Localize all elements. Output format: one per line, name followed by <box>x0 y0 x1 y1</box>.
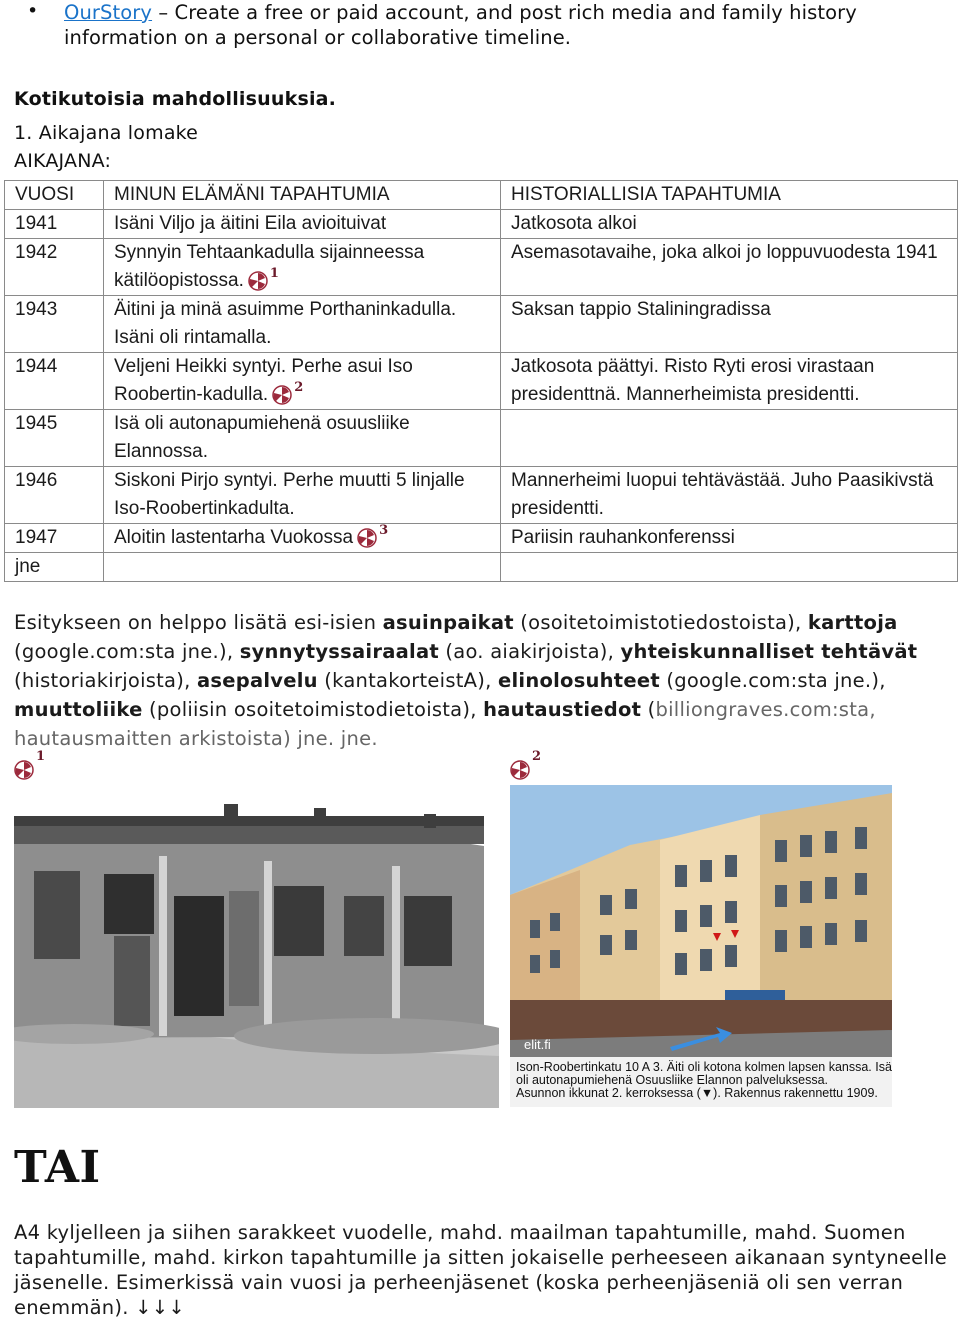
paragraph-text: (kantakorteistA), <box>317 669 498 692</box>
caption-line: Ison-Roobertinkatu 10 A 3. Äiti oli kotona kolmen lapsen kanssa. Isä <box>516 1060 892 1074</box>
table-row <box>5 524 958 553</box>
life-event-cell: Isäni Viljo ja äitini Eila avioituivat <box>104 210 501 239</box>
section-heading: Kotikutoisia mahdollisuuksia. <box>14 88 337 110</box>
info-paragraph <box>14 608 944 753</box>
bullet-description: – Create a free or paid account, and post rich media and family history information on a personal or collaborative timeline. <box>64 1 857 49</box>
history-event-cell: Saksan tappio Staliningradissa <box>501 296 958 353</box>
table-row <box>5 296 958 353</box>
column-header-history: HISTORIALLISIA TAPAHTUMIA <box>501 181 958 210</box>
year-cell: jne <box>5 553 104 582</box>
table-row <box>5 467 958 524</box>
a4-paragraph: A4 kyljelleen ja siihen sarakkeet vuodelle, mahd. maailman tapahtumille, mahd. Suomen tapahtumille, mahd. kirkon tapahtumille ja sitten jokaiselle perheeseen aikanaan syntyneelle jäsenelle. Esimerkissä vain vuosi ja perheenjäsenet (koska perheenjäseniä oli sen verran enemmän). ↓↓↓ <box>14 1221 948 1319</box>
life-event-cell <box>104 353 501 410</box>
year-cell: 1945 <box>5 410 104 467</box>
life-event-cell: Siskoni Pirjo syntyi. Perhe muutti 5 linjalle Iso-Roobertinkadulta. <box>104 467 501 524</box>
footnote-link-icon[interactable] <box>244 266 279 289</box>
ourstory-link[interactable]: OurStory <box>64 1 153 24</box>
life-event-cell: Äitini ja minä asuimme Porthaninkadulla. Isäni oli rintamalla. <box>104 296 501 353</box>
year-cell: 1943 <box>5 296 104 353</box>
footnote-number: 1 <box>269 266 279 281</box>
life-event-cell <box>104 524 501 553</box>
footnote-number: 3 <box>379 523 389 538</box>
paragraph-text: (historiakirjoista), <box>14 669 198 692</box>
life-event-text: Synnyin Tehtaankadulla sijainneessa kätilöopistossa. <box>114 242 425 291</box>
paragraph-bold: asuinpaikat <box>382 611 514 634</box>
table-row <box>5 210 958 239</box>
paragraph-bold: asepalvelu <box>197 669 318 692</box>
caption-line: oli autonapumiehenä Osuusliike Elannon palveluksessa. <box>516 1073 829 1087</box>
table-row <box>5 353 958 410</box>
photo-watermark: elit.fi <box>524 1037 551 1052</box>
timeline-table <box>4 180 958 582</box>
image-label-number: 2 <box>532 749 542 764</box>
paragraph-text: (poliisin osoitetoimistodietoista), <box>142 698 484 721</box>
history-event-cell <box>501 410 958 467</box>
table-row <box>5 239 958 296</box>
year-cell: 1947 <box>5 524 104 553</box>
column-header-year: VUOSI <box>5 181 104 210</box>
paragraph-bold: elinolosuhteet <box>497 669 660 692</box>
tai-heading: TAI <box>14 1142 101 1193</box>
history-event-cell: Mannerheimi luopui tehtävästää. Juho Paasikivstä presidentti. <box>501 467 958 524</box>
photo-caption <box>510 1057 892 1107</box>
bullet-dot: • <box>27 0 39 22</box>
form-title: 1. Aikajana lomake <box>14 122 199 144</box>
paragraph-text: (osoitetoimistotiedostoista), <box>513 611 808 634</box>
year-cell: 1941 <box>5 210 104 239</box>
footnote-number: 2 <box>294 380 304 395</box>
life-event-cell: Isä oli autonapumiehenä osuusliike Elannossa. <box>104 410 501 467</box>
table-row <box>5 553 958 582</box>
caption-line: Asunnon ikkunat 2. kerroksessa (▼). Rakennus rakennettu 1909. <box>516 1086 878 1100</box>
bullet-text <box>64 0 944 50</box>
life-event-text: Aloitin lastentarha Vuokossa <box>114 527 354 548</box>
column-header-life: MINUN ELÄMÄNI TAPAHTUMIA <box>104 181 501 210</box>
paragraph-bold: synnytyssairaalat <box>239 640 439 663</box>
photo-old-hospital-building <box>14 786 499 1108</box>
footnote-link-icon[interactable] <box>268 380 304 403</box>
paragraph-text: (google.com:sta jne.), <box>659 669 886 692</box>
paragraph-bold: muuttoliike <box>14 698 143 721</box>
paragraph-text: billiongraves.com:sta, hautausmaitten arkistoista) jne. jne. <box>14 698 876 750</box>
paragraph-text: ( <box>641 698 656 721</box>
paragraph-text: (ao. aiakirjoista), <box>438 640 621 663</box>
year-cell: 1946 <box>5 467 104 524</box>
history-event-cell: Jatkosota päättyi. Risto Ryti erosi virastaan presidenttnä. Mannerheimista presidentti. <box>501 353 958 410</box>
paragraph-text: Esitykseen on helppo lisätä esi-isien <box>14 611 383 634</box>
life-event-text: Veljeni Heikki syntyi. Perhe asui Iso Roobertin-kadulla. <box>114 356 413 405</box>
history-event-cell: Jatkosota alkoi <box>501 210 958 239</box>
year-cell: 1944 <box>5 353 104 410</box>
paragraph-bold: yhteiskunnalliset tehtävät <box>620 640 918 663</box>
footnote-link-icon[interactable] <box>353 523 389 546</box>
paragraph-bold: hautaustiedot <box>483 698 642 721</box>
life-event-cell <box>104 553 501 582</box>
year-cell: 1942 <box>5 239 104 296</box>
table-header-row <box>5 181 958 210</box>
table-row <box>5 410 958 467</box>
image-label-2-icon <box>506 749 542 778</box>
image-label-1-icon <box>10 749 46 778</box>
timeline-label: AIKAJANA: <box>14 150 112 172</box>
life-event-cell <box>104 239 501 296</box>
paragraph-text: (google.com:sta jne.), <box>14 640 240 663</box>
image-label-number: 1 <box>36 749 46 764</box>
history-event-cell: Pariisin rauhankonferenssi <box>501 524 958 553</box>
history-event-cell: Asemasotavaihe, joka alkoi jo loppuvuodesta 1941 <box>501 239 958 296</box>
paragraph-bold: karttoja <box>807 611 898 634</box>
history-event-cell <box>501 553 958 582</box>
